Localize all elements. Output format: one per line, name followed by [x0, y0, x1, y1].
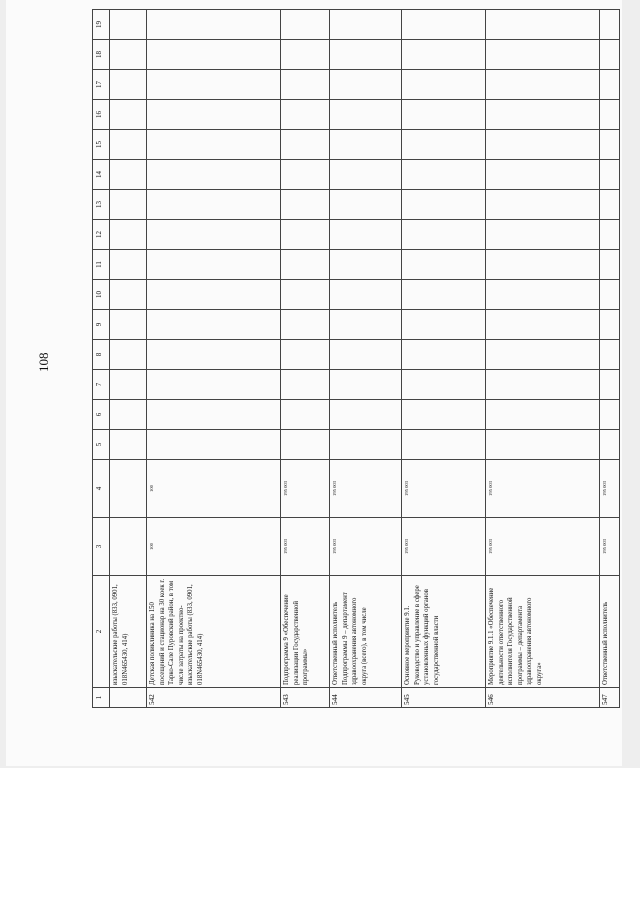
row-description: Детская поликлиника на 150 посещений и стационар на 30 коек г. Тарко-Сале Пуровский район, в том числе затраты на проектно-изыскательские работы (833, 0901, 018N465430, 414)	[147, 576, 281, 688]
table-row	[600, 10, 620, 708]
row-description: Основное мероприятие 9.1. Руководство и управление в сфере установленных функций органов государственной власти	[402, 576, 486, 688]
table-row	[147, 10, 281, 708]
column-header: 1	[93, 688, 110, 708]
column-header: 7	[93, 370, 110, 400]
table-row	[486, 10, 600, 708]
table-row	[402, 10, 486, 708]
row-description: Ответственный исполнитель Подпрограммы 9 – департамент здравоохранения автономного округа (всего), в том числе	[330, 576, 402, 688]
value-cell	[110, 518, 147, 576]
column-header: 8	[93, 340, 110, 370]
row-number: 546	[486, 688, 600, 708]
column-header: 18	[93, 40, 110, 70]
row-number: 545	[402, 688, 486, 708]
row-description: Подпрограмма 9 «Обеспечение реализации Государственной программы»	[281, 576, 330, 688]
budget-table	[92, 21, 612, 708]
column-header: 11	[93, 250, 110, 280]
value-cell: 195 003	[330, 460, 402, 518]
value-cell: 195 003	[402, 518, 486, 576]
data-table	[92, 9, 620, 708]
row-number: 547	[600, 688, 620, 708]
value-cell: 195 003	[600, 518, 620, 576]
table-row	[110, 10, 147, 708]
column-header: 19	[93, 10, 110, 40]
column-header: 13	[93, 190, 110, 220]
value-cell: 195 003	[330, 518, 402, 576]
column-header: 15	[93, 130, 110, 160]
column-header: 2	[93, 576, 110, 688]
value-cell: 195 003	[281, 518, 330, 576]
value-cell: 100	[147, 518, 281, 576]
value-cell	[110, 460, 147, 518]
page-number: 108	[36, 352, 51, 372]
value-cell: 195 003	[600, 460, 620, 518]
row-number: 544	[330, 688, 402, 708]
column-header: 3	[93, 518, 110, 576]
column-header: 10	[93, 280, 110, 310]
value-cell: 195 003	[281, 460, 330, 518]
column-header: 6	[93, 400, 110, 430]
column-header: 9	[93, 310, 110, 340]
row-number: 543	[281, 688, 330, 708]
row-number: 542	[147, 688, 281, 708]
row-description: Ответственный исполнитель	[600, 576, 620, 688]
value-cell: 100	[147, 460, 281, 518]
row-description: Мероприятие 9.1.1 «Обеспечение деятельности ответственного исполнителя Государственной программы – департамента здравоохранения автономного округа»	[486, 576, 600, 688]
column-header: 17	[93, 70, 110, 100]
column-header: 16	[93, 100, 110, 130]
row-number	[110, 688, 147, 708]
value-cell: 195 003	[486, 518, 600, 576]
column-header: 12	[93, 220, 110, 250]
value-cell: 195 003	[486, 460, 600, 518]
column-header: 4	[93, 460, 110, 518]
table-row	[330, 10, 402, 708]
document-page	[6, 0, 622, 766]
table-row	[281, 10, 330, 708]
value-cell: 195 003	[402, 460, 486, 518]
column-header: 5	[93, 430, 110, 460]
column-header: 14	[93, 160, 110, 190]
table-header-row	[93, 10, 110, 708]
row-description: изыскательские работы (833, 0901, 018N465430, 414)	[110, 576, 147, 688]
